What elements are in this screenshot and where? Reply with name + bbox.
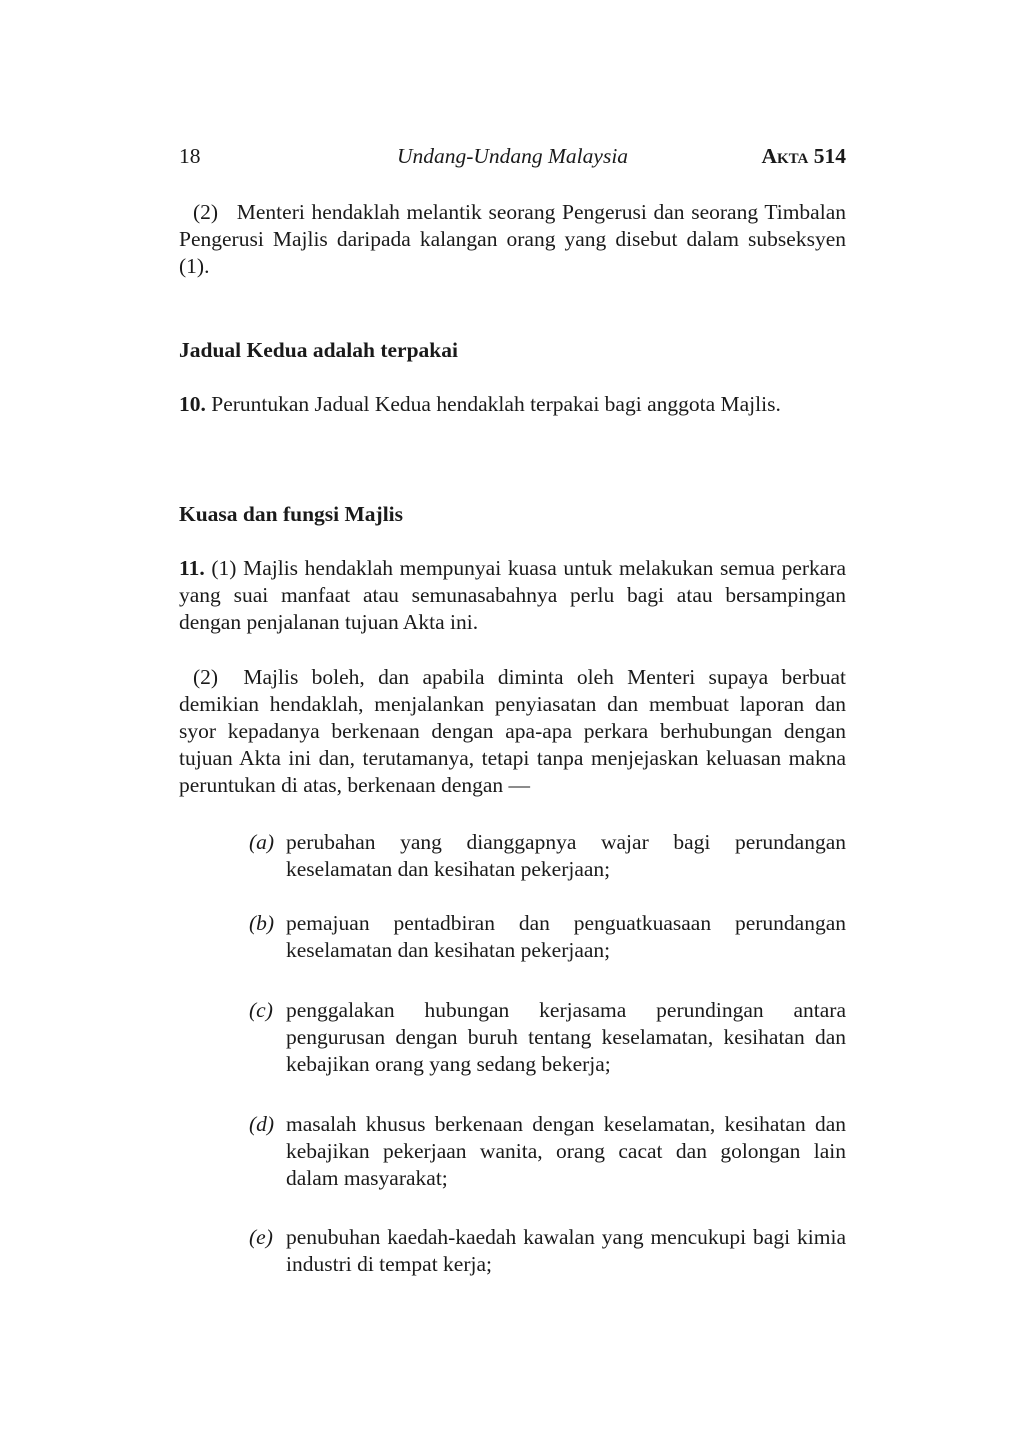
section-11-subsection-2: [179, 664, 846, 799]
list-item-label: (d): [249, 1112, 275, 1136]
section-9-subsection-2: [179, 199, 846, 280]
list-item-label: (a): [249, 830, 275, 854]
section-10-body: [179, 391, 846, 418]
list-item-text: penubuhan kaedah-kaedah kawalan yang mencukupi bagi kimia industri di tempat kerja;: [286, 1225, 846, 1276]
section-11-heading: Kuasa dan fungsi Majlis: [179, 502, 404, 526]
list-item: [249, 1224, 846, 1278]
subsection-label: (2): [193, 665, 219, 689]
page-header: [179, 143, 846, 171]
list-item-label: (e): [249, 1225, 273, 1249]
list-item: [249, 910, 846, 964]
subsection-text: Majlis hendaklah mempunyai kuasa untuk melakukan semua perkara yang suai manfaat atau semunasabahnya perlu bagi atau bersampingan dengan penjalanan tujuan Akta ini.: [179, 556, 847, 634]
section-10-heading: Jadual Kedua adalah terpakai: [179, 338, 458, 362]
document-page: [179, 0, 846, 1446]
subsection-label: (2): [193, 200, 219, 224]
subsection-text: Majlis boleh, dan apabila diminta oleh Menteri supaya berbuat demikian hendaklah, menjalankan penyiasatan dan membuat laporan dan syor kepadanya berkenaan dengan apa-apa perkara berhubungan dengan tujuan Akta ini dan, terutamanya, tetapi tanpa menjejaskan keluasan makna peruntukan di atas, berkenaan dengan —: [179, 665, 847, 797]
list-item-label: (b): [249, 911, 275, 935]
list-item-label: (c): [249, 998, 273, 1022]
list-item-text: penggalakan hubungan kerjasama perundingan antara pengurusan dengan buruh tentang keselamatan, kesihatan dan kebajikan orang yang sedang bekerja;: [286, 998, 846, 1076]
page-number: 18: [179, 144, 201, 168]
list-item-text: pemajuan pentadbiran dan penguatkuasaan perundangan keselamatan dan kesihatan pekerjaan;: [286, 911, 846, 962]
list-item-text: masalah khusus berkenaan dengan keselamatan, kesihatan dan kebajikan pekerjaan wanita, orang cacat dan golongan lain dalam masyarakat;: [286, 1112, 846, 1190]
list-item-text: perubahan yang dianggapnya wajar bagi perundangan keselamatan dan kesihatan pekerjaan;: [286, 830, 846, 881]
section-text: Peruntukan Jadual Kedua hendaklah terpakai bagi anggota Majlis.: [211, 392, 781, 416]
header-title: Undang-Undang Malaysia: [396, 144, 629, 168]
subsection-text: Menteri hendaklah melantik seorang Pengerusi dan seorang Timbalan Pengerusi Majlis daripada kalangan orang yang disebut dalam subseksyen (1).: [179, 200, 846, 278]
subsection-label: (1): [211, 556, 237, 580]
act-number: 514: [813, 144, 846, 168]
section-number: 10.: [179, 392, 206, 416]
list-item: [249, 1111, 846, 1192]
list-item: [249, 829, 846, 883]
section-number: 11.: [179, 556, 205, 580]
act-prefix: Akta: [761, 144, 809, 168]
section-11-subsection-1: [179, 555, 846, 636]
act-reference: [761, 143, 846, 170]
list-item: [249, 997, 846, 1078]
